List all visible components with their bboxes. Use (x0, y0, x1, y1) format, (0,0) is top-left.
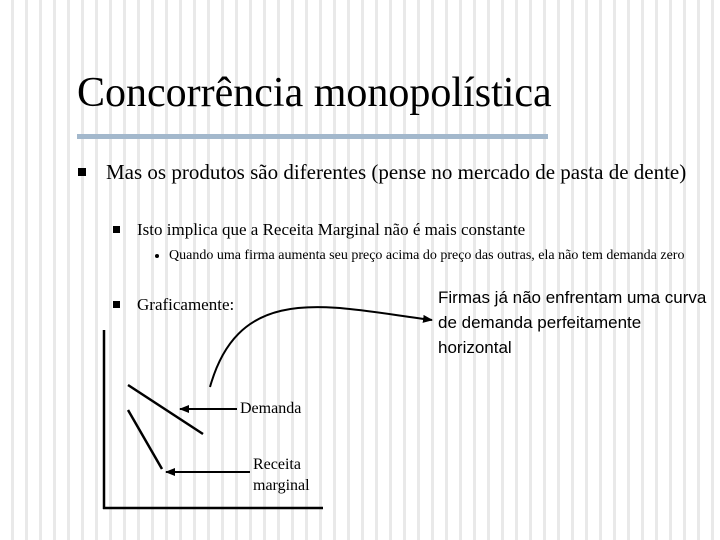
demand-label: Demanda (240, 400, 302, 417)
bullet-level2-text-graph: Graficamente: (137, 295, 235, 314)
callout-text: Firmas já não enfrentam uma curva de demanda perfeitamente horizontal (438, 288, 707, 357)
bullet-level3-text: Quando uma firma aumenta seu preço acima do preço das outras, ela não tem demanda zero (169, 248, 685, 263)
bullet-level1-text: Mas os produtos são diferentes (pense no mercado de pasta de dente) (106, 160, 687, 184)
bullet-level2-text: Isto implica que a Receita Marginal não é mais constante (137, 220, 526, 239)
marginal-revenue-label: Receita marginal (253, 456, 310, 494)
marginal-revenue-curve (128, 410, 162, 469)
slide-title: Concorrência monopolística (77, 70, 552, 116)
callout-arrow (210, 307, 432, 387)
